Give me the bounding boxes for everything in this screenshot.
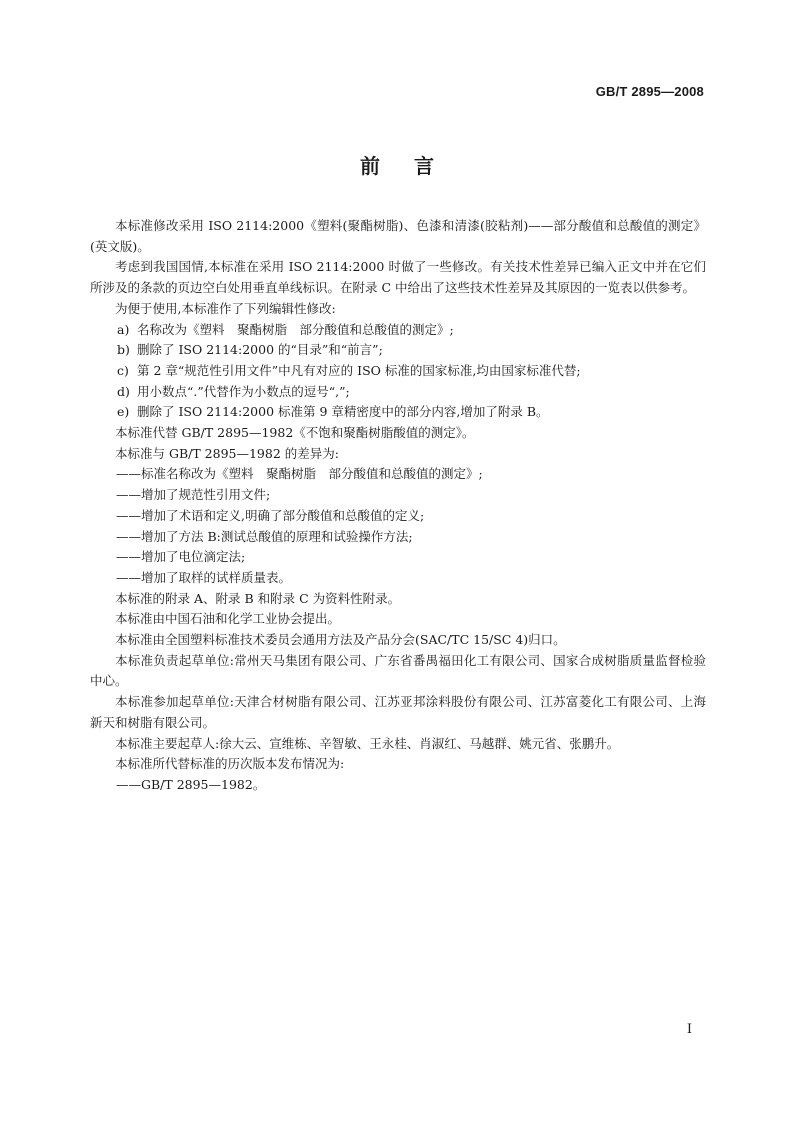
dash-item: ——增加了电位滴定法; <box>116 549 246 565</box>
list-item <box>90 382 706 403</box>
paragraph-participating-drafters: 本标准参加起草单位:天津合材树脂有限公司、江苏亚邦涂料股份有限公司、江苏富菱化工有限公司、上海新天和树脂有限公司。 <box>90 694 706 730</box>
page-number: I <box>686 1022 692 1037</box>
list-item <box>90 320 706 341</box>
list-text: 第 2 章“规范性引用文件”中凡有对应的 ISO 标准的国家标准,均由国家标准代替; <box>137 362 581 378</box>
paragraph-main-drafters: 本标准主要起草人:徐大云、宣维栋、辛智敏、王永桂、肖淑红、马越群、姚元省、张鹏升。 <box>115 735 620 751</box>
list-item <box>90 361 706 382</box>
list-marker: e) <box>117 404 130 420</box>
list-text: 删除了 ISO 2114:2000 的“目录”和“前言”; <box>137 342 383 358</box>
list-item <box>90 340 706 361</box>
list-text: 名称改为《塑料 聚酯树脂 部分酸值和总酸值的测定》; <box>137 321 454 337</box>
dash-item: ——增加了取样的试样质量表。 <box>116 569 292 585</box>
list-marker: b) <box>117 342 130 358</box>
paragraph-differences-intro: 本标准与 GB/T 2895—1982 的差异为: <box>115 445 339 461</box>
paragraph-adoption: 本标准修改采用 ISO 2114:2000《塑料(聚酯树脂)、色漆和清漆(胶粘剂)——部分酸值和总酸值的测定》(英文版)。 <box>90 218 706 254</box>
list-marker: a) <box>117 321 130 337</box>
list-text: 用小数点“.”代替作为小数点的逗号“,”; <box>137 383 350 399</box>
paragraph-modifications: 考虑到我国国情,本标准在采用 ISO 2114:2000 时做了一些修改。有关技术性差异已编入正文中并在它们所涉及的条款的页边空白处用垂直单线标识。在附录 C 中给出了这些技术性差异及其原因的一览表以供参考。 <box>90 259 706 296</box>
paragraph-responsible-drafters: 本标准负责起草单位:常州天马集团有限公司、广东省番禺福田化工有限公司、国家合成树脂质量监督检验中心。 <box>90 652 706 689</box>
list-marker: c) <box>117 362 129 378</box>
dash-item: ——增加了方法 B:测试总酸值的原理和试验操作方法; <box>116 528 413 544</box>
paragraph-proposed-by: 本标准由中国石油和化学工业协会提出。 <box>115 611 341 627</box>
paragraph-replaces: 本标准代替 GB/T 2895—1982《不饱和聚酯树脂酸值的测定》。 <box>115 425 475 441</box>
list-item <box>90 402 706 423</box>
dash-item: ——GB/T 2895—1982。 <box>116 776 266 792</box>
standard-number: GB/T 2895—2008 <box>595 84 704 99</box>
dash-item: ——增加了术语和定义,明确了部分酸值和总酸值的定义; <box>116 507 425 523</box>
dash-item: ——增加了规范性引用文件; <box>116 487 271 503</box>
page-title: 前言 <box>360 154 468 178</box>
foreword-body <box>90 216 706 796</box>
paragraph-centralized-by: 本标准由全国塑料标准技术委员会通用方法及产品分会(SAC/TC 15/SC 4)归口。 <box>115 632 566 648</box>
paragraph-history-intro: 本标准所代替标准的历次版本发布情况为: <box>115 756 345 772</box>
list-text: 删除了 ISO 2114:2000 标准第 9 章精密度中的部分内容,增加了附录 B。 <box>137 404 549 420</box>
paragraph-appendix: 本标准的附录 A、附录 B 和附录 C 为资料性附录。 <box>115 590 401 606</box>
list-marker: d) <box>117 383 130 399</box>
paragraph-editorial-intro: 为便于使用,本标准作了下列编辑性修改: <box>115 300 336 316</box>
dash-item: ——标准名称改为《塑料 聚酯树脂 部分酸值和总酸值的测定》; <box>116 466 483 482</box>
